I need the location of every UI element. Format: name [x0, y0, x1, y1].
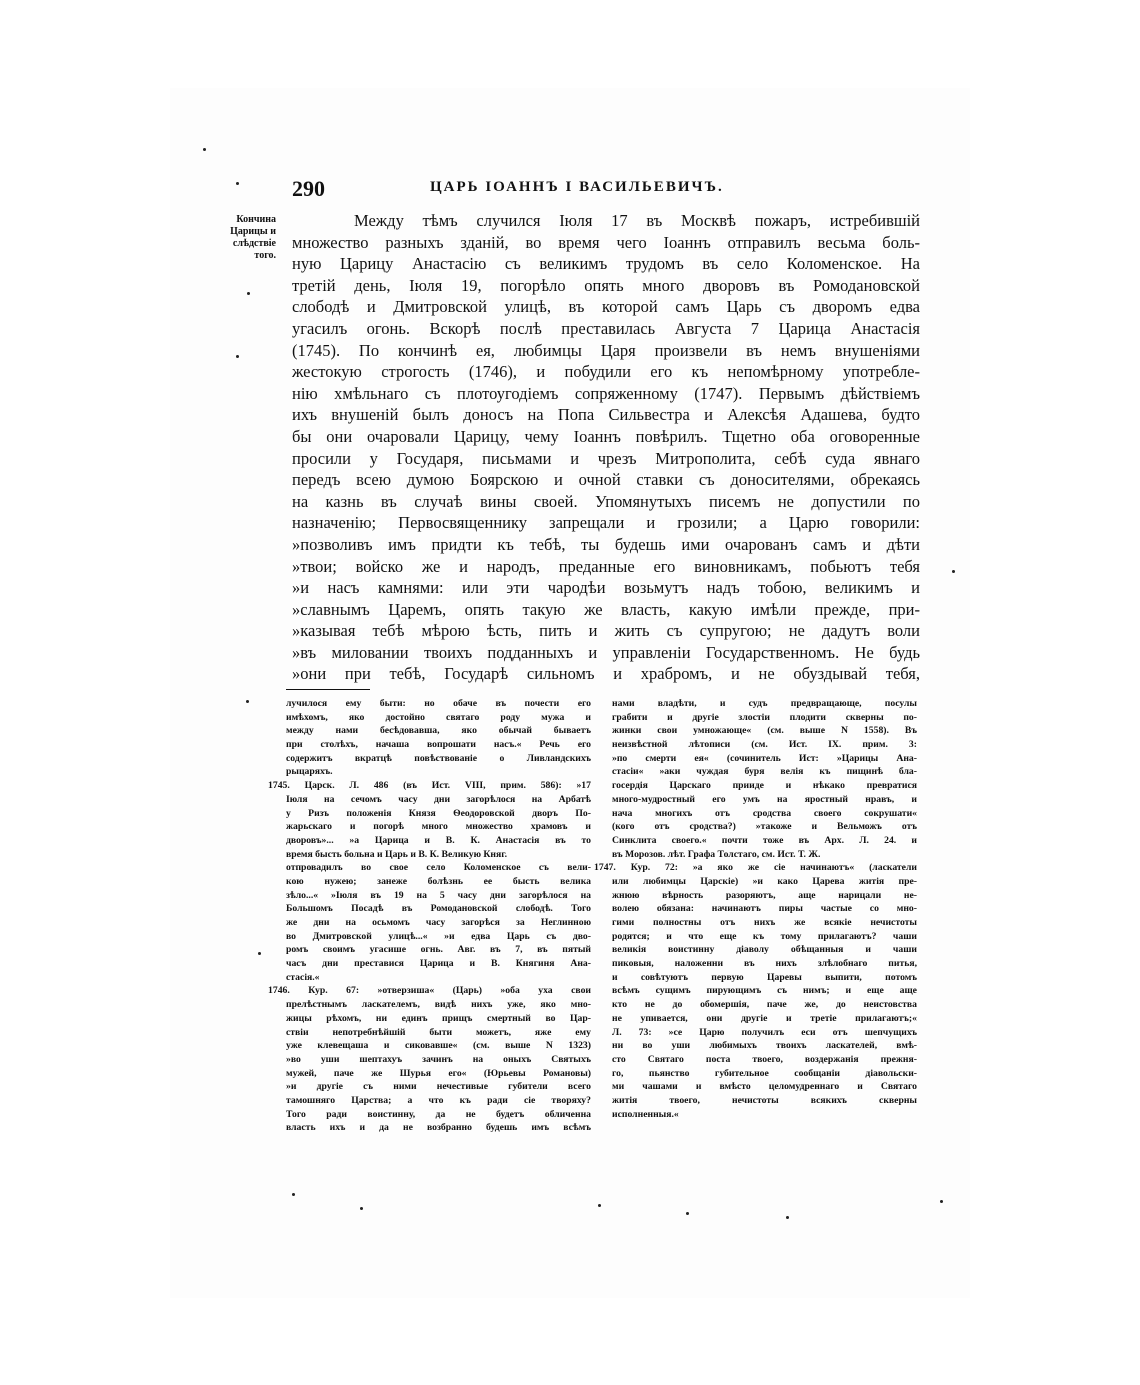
footnote-line: Того ради воистинну, да не будетъ обличенна: [286, 1108, 591, 1120]
footnote-line: время бысть больна и Царь и В. К. Великую Княг.: [286, 848, 507, 860]
footnote-line: мужей, паче же Шурья его« (Юрьевы Романовы): [286, 1067, 591, 1079]
footnote-line: гими полностны отъ нихъ же всякіе нечистоты: [612, 917, 917, 928]
footnote-line: нача многихъ отъ сродства своего сокрушати«: [612, 807, 917, 819]
footnote-line: неизвѣстной лѣтописи (см. Ист. IX. прим. 3:: [612, 739, 917, 751]
footnote-line: »по смерти ея« (сочинитель Ист: »Царицы Ана-: [612, 752, 917, 764]
footnote-line: сто Святаго поста твоего, воздержанія прежня-: [612, 1053, 917, 1065]
main-text-line: »они при тебѣ, Государѣ сильномъ и храбромъ, и не обуздывай тебя,: [292, 664, 920, 684]
main-text-line: »въ миловании твоихъ подданныхъ и управленіи Государственномъ. Не будь: [292, 642, 920, 662]
main-text-line: бы они очаровали Царицу, чему Іоаннъ повѣрилъ. Тщетно оба оговоренные: [292, 426, 920, 446]
footnote-line: ми чашами и вмѣсто целомудреннаго и Святаго: [612, 1081, 917, 1093]
main-text-line: множество разныхъ зданій, во время чего Іоаннъ отправилъ весьма боль-: [292, 232, 920, 252]
footnote-line: 1747. Кур. 72: »а яко же сіе начинаютъ« (ласкатели: [594, 862, 917, 874]
footnote-line: 1746. Кур. 67: »отверзиша« (Царь) »оба уха свои: [268, 985, 591, 997]
scan-speck: [686, 1212, 689, 1215]
scan-speck: [258, 952, 261, 955]
footnote-line: рыцаряхъ.: [286, 766, 333, 778]
footnote-line: госердія Царскаго прииде и нѣкако превратися: [612, 780, 917, 792]
footnote-line: имѣхомъ, яко достойно святаго роду мужа и: [286, 711, 591, 723]
scan-speck: [236, 182, 239, 185]
footnote-line: и совѣтуютъ первую Царевы выпити, потомъ: [612, 971, 917, 983]
footnotes-right-column: [594, 697, 917, 1121]
main-text-line: »твои; войско же и народъ, преданные его виновникамъ, побьютъ тебя: [292, 556, 920, 576]
footnote-rule: [286, 689, 370, 690]
footnote-line: ствіи непотребнѣйшій быти можетъ, яже ему: [286, 1026, 591, 1038]
page-number: 290: [292, 176, 325, 201]
footnote-line: дворовъ»... »а Царица и В. К. Анастасія въ то: [286, 834, 591, 846]
footnote-line: волею обязана: начинаютъ пиры частые со мно-: [612, 903, 917, 915]
main-text-line: третій день, Іюля 19, погорѣло опять много дворовъ въ Ромодановской: [292, 275, 920, 295]
main-text-line: просили у Государя, письмами и чрезъ Митрополита, себѣ суда явнаго: [292, 448, 920, 468]
footnote-line: стасіи« »аки чуждая буря велія къ пищинѣ бла-: [612, 766, 917, 778]
scan-speck: [360, 1207, 363, 1210]
footnotes-left-column: [268, 697, 591, 1135]
footnote-line: жарьскаго и погорѣ много множество храмовъ и: [286, 821, 591, 833]
main-text-line: угасилъ огонь. Вскорѣ послѣ преставилась Августа 7 Царица Анастасія: [292, 318, 920, 338]
footnote-line: стасія.«: [286, 971, 320, 983]
footnote-line: жицы рѣхомъ, ни единъ прищъ смертный во Цар-: [286, 1012, 591, 1024]
main-text-line: нію хмѣльнаго съ плотоугодіемъ сопряженному (1747). Первымъ дѣйствіемъ: [292, 383, 920, 403]
footnote-line: исполненныя.«: [612, 1108, 679, 1120]
margin-note-line: Царицы и: [230, 226, 276, 237]
footnote-line: зѣло...« »Іюля въ 19 на 5 часу дни загорѣлося на: [286, 889, 591, 901]
scan-speck: [247, 292, 250, 295]
main-text-line: »славнымъ Царемъ, опять такую же власть, какую имѣли прежде, при-: [292, 599, 920, 619]
footnote-line: ни во уши любимыхъ твоихъ ласкателей, вмѣ-: [612, 1040, 917, 1052]
footnote-line: ромъ своимъ угасише огнь. Авг. въ 7, въ пятый: [286, 944, 591, 956]
main-text-line: жестокую строгость (1746), и побудили его къ непомѣрному употребле-: [292, 362, 920, 382]
main-text-line: Между тѣмъ случился Іюля 17 въ Москвѣ пожаръ, истребившій: [354, 211, 920, 230]
footnote-line: у Ризъ положенія Князя Ѳеодоровской дворъ По-: [286, 807, 591, 819]
footnote-line: много-мудростный его умъ на яростный нравъ, и: [612, 793, 917, 805]
footnote-line: содержитъ вкратцѣ повѣствованіе о Ливландскихъ: [286, 752, 591, 764]
footnote-line: не упивается, они другіе и третіе прилагаютъ;«: [612, 1012, 917, 1024]
scan-speck: [952, 570, 955, 573]
footnote-line: го, пьянство губительное сообщаніи діавольски-: [612, 1067, 917, 1079]
running-head: ЦАРЬ ІОАННЪ І ВАСИЛЬЕВИЧЪ.: [430, 179, 724, 195]
main-text-line: (1745). По кончинѣ ея, любимцы Царя произвели въ немъ внушеніями: [292, 340, 920, 360]
main-text-line: »казывая тебѣ мѣрою ѣсть, пить и жить съ супругою; не дадутъ воли: [292, 621, 920, 641]
scan-speck: [292, 1193, 295, 1196]
main-text-line: »и насъ камнями: или эти чародѣи возьмутъ надъ тобою, великимъ и: [292, 578, 920, 598]
footnote-line: отпровадилъ во свое село Коломенское съ вели-: [286, 862, 591, 874]
footnote-line: Іюля на сечомъ часу дни загорѣлося на Арбатѣ: [286, 793, 591, 805]
footnote-line: родятся; и что еще къ тому прилагаютъ? чаши: [612, 930, 917, 942]
scan-speck: [598, 1204, 601, 1207]
footnote-line: жинки свои умножающе« (см. выше N 1558). Въ: [612, 725, 917, 737]
footnote-line: всѣмъ сущимъ пирующимъ съ нимъ; и еще аще: [612, 985, 917, 997]
footnote-line: Л. 73: »се Царю получилъ еси отъ шепчущихъ: [612, 1026, 917, 1038]
margin-note-line: того.: [254, 250, 276, 261]
footnote-line: жнюю вѣрность разоряютъ, аще нарицали не-: [612, 889, 917, 901]
footnote-line: великія воистинну діаволу обѣщанныя и чаши: [612, 944, 917, 956]
footnote-line: пиковыя, наложенни въ нихъ злѣлобнаго питья,: [612, 958, 917, 970]
scan-speck: [203, 148, 206, 151]
margin-note: [206, 214, 276, 262]
footnote-line: тамошняго Царства; а что къ ради сіе творяху?: [286, 1094, 591, 1106]
footnote-line: »во уши шептахуъ зачинъ на оныхъ Святыхъ: [286, 1053, 591, 1065]
scan-speck: [786, 1216, 789, 1219]
main-text-line: слободѣ и Дмитровской улицѣ, въ которой самъ Царь съ дворомъ едва: [292, 297, 920, 317]
footnote-line: власть ихъ и да не возбранно будешь имъ всѣмъ: [286, 1122, 591, 1134]
main-text-line: на казнь въ случаѣ вины своей. Упомянутыхъ писемъ не допустили по: [292, 491, 920, 511]
main-text-line: передъ всею думою Боярскою и очной ставки съ доносителями, обрекаясь: [292, 470, 920, 490]
scan-speck: [940, 1200, 943, 1203]
footnote-line: уже клевещаша и сиковавше« (см. выше N 1323): [286, 1040, 591, 1052]
footnote-line: (кого отъ сродства?) »такоже и Вельможъ отъ: [612, 821, 917, 833]
footnote-line: »и другіе съ ними нечестивые губители всего: [286, 1081, 591, 1093]
footnote-line: грабити и другіе злостіи плодити скверны по-: [612, 711, 917, 723]
main-text-line: »позволивъ имъ придти къ тебѣ, ты будешь ими очарованъ самъ и дѣти: [292, 534, 920, 554]
main-text-line: назначенію; Первосвященнику запрещали и грозили; а Царю говорили:: [292, 513, 920, 533]
scan-speck: [236, 355, 239, 358]
footnote-line: въ Морозов. лѣт. Графа Толстаго, см. Ист. Т. Ж.: [612, 848, 821, 860]
footnote-line: прелѣстнымъ ласкателемъ, видѣ нихъ уже, яко мно-: [286, 999, 591, 1011]
footnote-line: же дни на осьмомъ часу загорѣся за Неглинною: [286, 917, 591, 928]
footnote-line: кою нужею; занеже болѣзнь ее бысть велика: [286, 875, 591, 887]
footnote-line: во Дмитровской улицѣ...« »и едва Царь съ дво-: [286, 930, 591, 942]
footnote-line: при столѣхъ, начаша вопрошати насъ.« Речь его: [286, 739, 591, 751]
margin-note-line: слѣдствіе: [232, 238, 276, 249]
margin-note-line: Кончина: [236, 214, 276, 225]
footnote-line: Большомъ Посадѣ въ Ромодановской слободѣ. Того: [286, 903, 591, 915]
footnote-line: лучилося ему быти: но обаче въ почести его: [286, 698, 591, 709]
footnote-line: кто не до обомершія, паче же, до неистовства: [612, 999, 917, 1011]
main-text-line: ихъ внушеній былъ доносъ на Попа Сильвестра и Алексѣя Адашева, будто: [292, 405, 920, 425]
footnote-line: нами владѣти, и судъ предвращающе, посулы: [612, 698, 917, 709]
main-text: [292, 210, 920, 685]
scan-speck: [246, 700, 249, 703]
main-text-line: ную Царицу Анастасію съ великимъ трудомъ въ село Коломенское. На: [292, 254, 920, 274]
footnote-line: или любимцы Царскіе) »и како Царева житія пре-: [612, 875, 917, 887]
footnote-line: 1745. Царск. Л. 486 (въ Ист. VIII, прим. 586): »17: [268, 780, 591, 792]
footnote-line: Синклита своего.« почти тоже въ Арх. Л. 24. и: [612, 834, 917, 846]
footnote-line: житія твоего, нечистоты всякихъ скверны: [612, 1094, 917, 1106]
footnote-line: между нами бесѣдовавша, яко обычай бываетъ: [286, 725, 591, 737]
footnote-line: часъ дни преставися Царица и В. Княгиня Ана-: [286, 958, 591, 970]
